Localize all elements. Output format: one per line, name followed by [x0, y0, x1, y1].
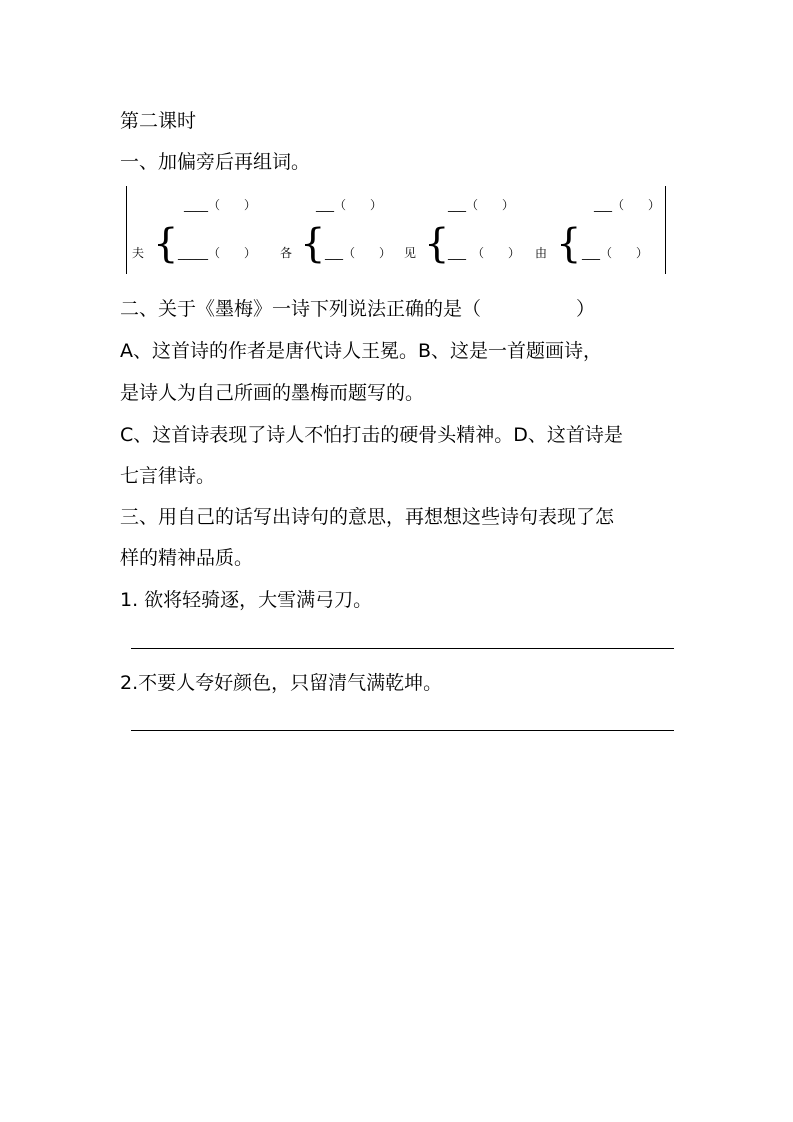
base-char-4: 由: [535, 246, 548, 260]
blank-bottom-2[interactable]: ___（ ）: [325, 246, 392, 260]
base-char-2: 各: [280, 246, 293, 260]
lesson-title: 第二课时: [120, 110, 197, 132]
q3-item-2: 2.不要人夸好颜色，只留清气满乾坤。: [120, 672, 443, 694]
q1-title: 一、加偏旁后再组词。: [120, 151, 311, 173]
brace-icon: {: [153, 221, 179, 267]
q2-option-line: C、这首诗表现了诗人不怕打击的硬骨头精神。D、这首诗是: [120, 424, 623, 446]
blank-top-4[interactable]: ___（ ）: [594, 198, 661, 212]
q2-option-line: A、这首诗的作者是唐代诗人王冕。B、这是一首题画诗，: [120, 340, 603, 362]
blank-top-1[interactable]: ____（ ）: [184, 198, 257, 212]
answer-line-2[interactable]: [131, 730, 674, 731]
brace-icon: {: [556, 221, 582, 267]
blank-bottom-3[interactable]: ___ （ ）: [448, 246, 521, 260]
base-char-1: 夫: [132, 246, 145, 260]
answer-line-1[interactable]: [131, 648, 674, 649]
blank-bottom-4[interactable]: ___（ ）: [582, 246, 649, 260]
q2-option-line: 七言律诗。: [120, 465, 216, 487]
q3-title-line: 样的精神品质。: [120, 547, 254, 569]
blank-top-3[interactable]: ___（ ）: [448, 198, 515, 212]
left-border: [126, 186, 127, 274]
right-border: [665, 186, 666, 274]
brace-icon: {: [424, 221, 450, 267]
blank-bottom-1[interactable]: _____（ ）: [178, 246, 257, 260]
blank-top-2[interactable]: ___（ ）: [316, 198, 383, 212]
q3-item-1: 1. 欲将轻骑逐，大雪满弓刀。: [120, 589, 373, 611]
q2-option-line: 是诗人为自己所画的墨梅而题写的。: [120, 382, 425, 404]
q3-title-line: 三、用自己的话写出诗句的意思，再想想这些诗句表现了怎: [120, 506, 615, 528]
q2-title: 二、关于《墨梅》一诗下列说法正确的是（ ）: [120, 298, 596, 320]
brace-icon: {: [300, 221, 326, 267]
base-char-3: 见: [404, 246, 417, 260]
